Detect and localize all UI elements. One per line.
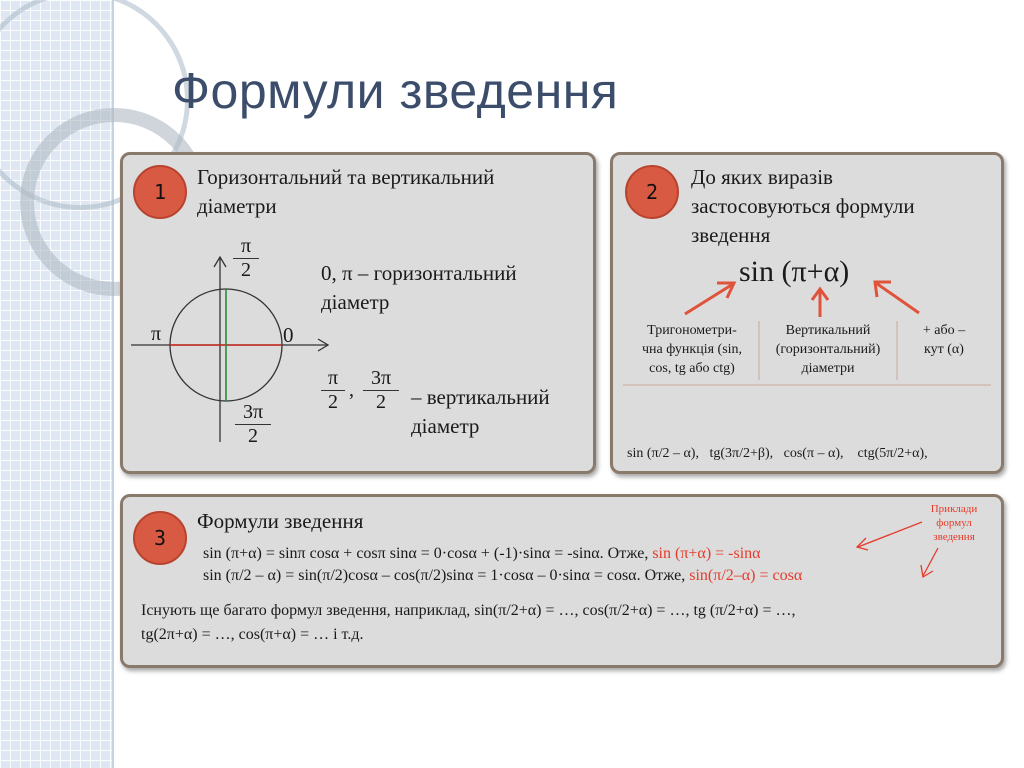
more-formulas-text: Існують ще багато формул зведення, наприклад, sin(π/2+α) = …, cos(π/2+α) = …, tg (π/2+α) = …, tg(2π+α) = …, cos(π+α) = … і т.д. bbox=[141, 602, 796, 643]
panel-heading: До яких виразів застосовуються формули зведення bbox=[691, 165, 915, 247]
bottom-fraction: $\frac{3\pi}{2}$ bbox=[235, 401, 271, 448]
fraction-comma: , bbox=[349, 379, 354, 401]
vertical-fraction-1: $\frac{\pi}{2}$ bbox=[321, 367, 345, 414]
expression-sin: sin (π+α) bbox=[739, 255, 850, 288]
top-fraction: $\frac{\pi}{2}$ bbox=[233, 235, 259, 282]
right-label: 0 bbox=[283, 323, 294, 347]
panel-formulas bbox=[120, 494, 1004, 668]
examples-note: Приклади формул зведення bbox=[930, 503, 978, 543]
col-diameter: Вертикальний (горизонтальний) діаметри bbox=[775, 323, 881, 376]
formula-line-1: sin (π+α) = sinπ cosα + cosπ sinα = 0·cosα + (-1)·sinα = -sinα. Отже, sin (π+α) = -sinα bbox=[203, 545, 761, 562]
badge-2: 2 bbox=[625, 165, 679, 219]
panel-expressions bbox=[610, 152, 1004, 474]
col-sign-angle: + або – кут (α) bbox=[922, 323, 966, 357]
result-highlight: sin (π+α) = -sinα bbox=[652, 545, 761, 562]
vertical-diameter-text: – вертикальний діаметр bbox=[411, 385, 550, 438]
panel-heading: Формули зведення bbox=[197, 509, 364, 533]
panel-diameters bbox=[120, 152, 596, 474]
col-function: Тригонометри- чна функція (sin, cos, tg або ctg) bbox=[641, 323, 743, 376]
badge-1: 1 bbox=[133, 165, 187, 219]
panel-heading: Горизонтальний та вертикальний діаметри bbox=[197, 165, 495, 218]
result-highlight: sin(π/2–α) = cosα bbox=[689, 567, 803, 584]
vertical-fraction-2: $\frac{3\pi}{2}$ bbox=[363, 367, 399, 414]
page-title: Формули зведення bbox=[172, 63, 619, 119]
left-label: π bbox=[151, 323, 162, 345]
formula-line-2: sin (π/2 – α) = sin(π/2)cosα – cos(π/2)sinα = 1·cosα – 0·sinα = cosα. Отже, sin(π/2–α) = cosα bbox=[203, 567, 803, 584]
badge-3: 3 bbox=[133, 511, 187, 565]
horizontal-diameter-text: 0, π – горизонтальний діаметр bbox=[321, 261, 517, 314]
examples-text: sin (π/2 – α), tg(3π/2+β), cos(π – α), ctg(5π/2+α), bbox=[627, 446, 928, 461]
